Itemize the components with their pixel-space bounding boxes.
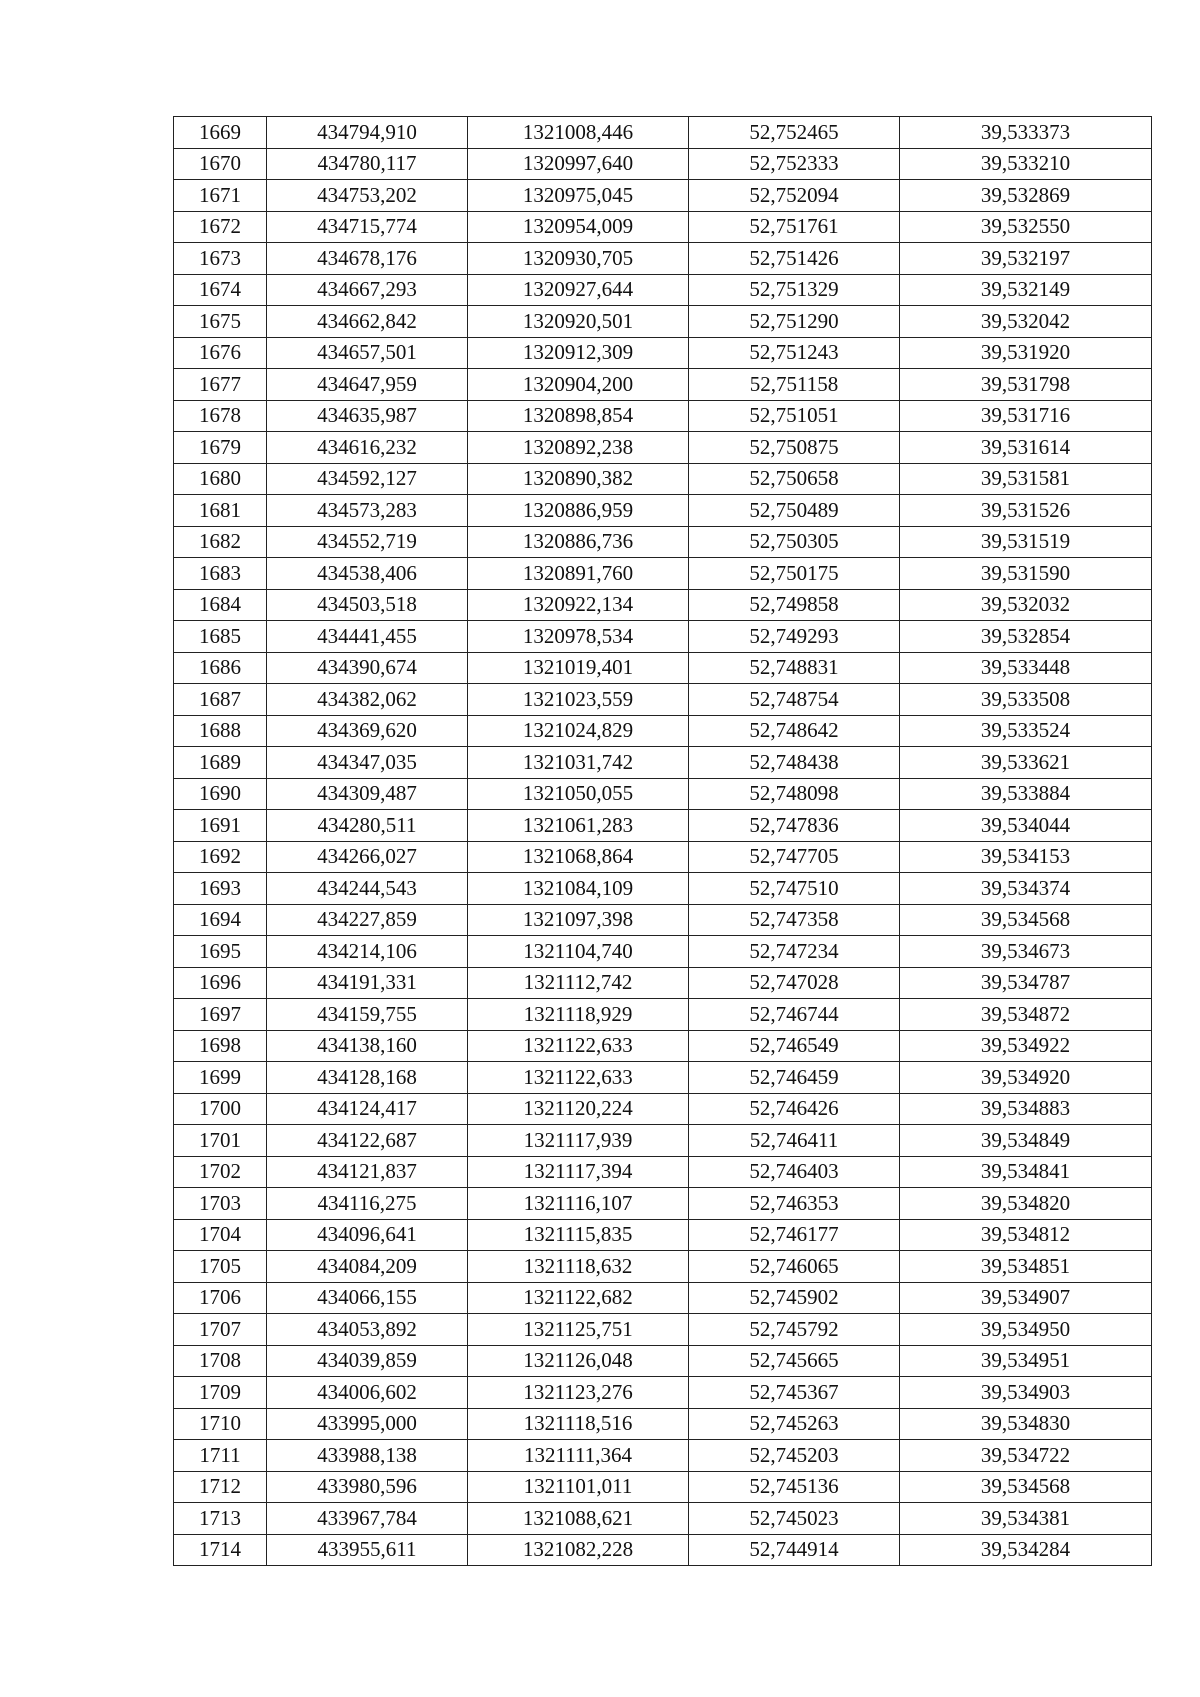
table-row xyxy=(174,1125,1152,1157)
longitude-cell: 39,531581 xyxy=(900,463,1152,495)
table-row xyxy=(174,1440,1152,1472)
x-coordinate-cell: 434244,543 xyxy=(267,873,468,905)
latitude-cell: 52,748754 xyxy=(689,684,900,716)
latitude-cell: 52,745792 xyxy=(689,1314,900,1346)
table-row xyxy=(174,558,1152,590)
table-row xyxy=(174,715,1152,747)
point-number-cell: 1701 xyxy=(174,1125,267,1157)
table-row xyxy=(174,999,1152,1031)
x-coordinate-cell: 434159,755 xyxy=(267,999,468,1031)
longitude-cell: 39,534907 xyxy=(900,1282,1152,1314)
longitude-cell: 39,534284 xyxy=(900,1534,1152,1566)
latitude-cell: 52,747358 xyxy=(689,904,900,936)
y-coordinate-cell: 1321101,011 xyxy=(468,1471,689,1503)
x-coordinate-cell: 434227,859 xyxy=(267,904,468,936)
point-number-cell: 1711 xyxy=(174,1440,267,1472)
x-coordinate-cell: 433955,611 xyxy=(267,1534,468,1566)
y-coordinate-cell: 1321116,107 xyxy=(468,1188,689,1220)
latitude-cell: 52,745902 xyxy=(689,1282,900,1314)
latitude-cell: 52,750305 xyxy=(689,526,900,558)
point-number-cell: 1688 xyxy=(174,715,267,747)
y-coordinate-cell: 1321115,835 xyxy=(468,1219,689,1251)
longitude-cell: 39,534920 xyxy=(900,1062,1152,1094)
table-row xyxy=(174,1345,1152,1377)
point-number-cell: 1699 xyxy=(174,1062,267,1094)
table-row xyxy=(174,1503,1152,1535)
x-coordinate-cell: 434390,674 xyxy=(267,652,468,684)
point-number-cell: 1709 xyxy=(174,1377,267,1409)
longitude-cell: 39,534673 xyxy=(900,936,1152,968)
point-number-cell: 1713 xyxy=(174,1503,267,1535)
latitude-cell: 52,745203 xyxy=(689,1440,900,1472)
coordinates-table xyxy=(173,116,1152,1566)
table-row xyxy=(174,211,1152,243)
x-coordinate-cell: 434266,027 xyxy=(267,841,468,873)
point-number-cell: 1695 xyxy=(174,936,267,968)
table-row xyxy=(174,117,1152,149)
x-coordinate-cell: 434347,035 xyxy=(267,747,468,779)
x-coordinate-cell: 434715,774 xyxy=(267,211,468,243)
longitude-cell: 39,531716 xyxy=(900,400,1152,432)
table-row xyxy=(174,904,1152,936)
table-row xyxy=(174,526,1152,558)
table-row xyxy=(174,1093,1152,1125)
point-number-cell: 1681 xyxy=(174,495,267,527)
longitude-cell: 39,534951 xyxy=(900,1345,1152,1377)
longitude-cell: 39,532032 xyxy=(900,589,1152,621)
x-coordinate-cell: 434657,501 xyxy=(267,337,468,369)
point-number-cell: 1708 xyxy=(174,1345,267,1377)
latitude-cell: 52,745023 xyxy=(689,1503,900,1535)
table-row xyxy=(174,967,1152,999)
y-coordinate-cell: 1320892,238 xyxy=(468,432,689,464)
latitude-cell: 52,750489 xyxy=(689,495,900,527)
latitude-cell: 52,746177 xyxy=(689,1219,900,1251)
point-number-cell: 1689 xyxy=(174,747,267,779)
table-row xyxy=(174,841,1152,873)
x-coordinate-cell: 434635,987 xyxy=(267,400,468,432)
longitude-cell: 39,534872 xyxy=(900,999,1152,1031)
point-number-cell: 1674 xyxy=(174,274,267,306)
table-row xyxy=(174,1062,1152,1094)
longitude-cell: 39,531526 xyxy=(900,495,1152,527)
longitude-cell: 39,533524 xyxy=(900,715,1152,747)
longitude-cell: 39,531798 xyxy=(900,369,1152,401)
y-coordinate-cell: 1321125,751 xyxy=(468,1314,689,1346)
x-coordinate-cell: 434122,687 xyxy=(267,1125,468,1157)
y-coordinate-cell: 1321061,283 xyxy=(468,810,689,842)
y-coordinate-cell: 1321023,559 xyxy=(468,684,689,716)
point-number-cell: 1704 xyxy=(174,1219,267,1251)
y-coordinate-cell: 1321111,364 xyxy=(468,1440,689,1472)
point-number-cell: 1690 xyxy=(174,778,267,810)
table-row xyxy=(174,1156,1152,1188)
y-coordinate-cell: 1321123,276 xyxy=(468,1377,689,1409)
table-row xyxy=(174,873,1152,905)
table-row xyxy=(174,621,1152,653)
point-number-cell: 1697 xyxy=(174,999,267,1031)
x-coordinate-cell: 434128,168 xyxy=(267,1062,468,1094)
longitude-cell: 39,534812 xyxy=(900,1219,1152,1251)
point-number-cell: 1706 xyxy=(174,1282,267,1314)
latitude-cell: 52,751329 xyxy=(689,274,900,306)
y-coordinate-cell: 1321118,929 xyxy=(468,999,689,1031)
point-number-cell: 1678 xyxy=(174,400,267,432)
table-row xyxy=(174,180,1152,212)
y-coordinate-cell: 1320890,382 xyxy=(468,463,689,495)
x-coordinate-cell: 434039,859 xyxy=(267,1345,468,1377)
longitude-cell: 39,534820 xyxy=(900,1188,1152,1220)
latitude-cell: 52,749858 xyxy=(689,589,900,621)
y-coordinate-cell: 1320886,736 xyxy=(468,526,689,558)
point-number-cell: 1705 xyxy=(174,1251,267,1283)
longitude-cell: 39,534849 xyxy=(900,1125,1152,1157)
x-coordinate-cell: 434116,275 xyxy=(267,1188,468,1220)
table-row xyxy=(174,148,1152,180)
x-coordinate-cell: 434084,209 xyxy=(267,1251,468,1283)
latitude-cell: 52,752465 xyxy=(689,117,900,149)
point-number-cell: 1698 xyxy=(174,1030,267,1062)
point-number-cell: 1670 xyxy=(174,148,267,180)
x-coordinate-cell: 434066,155 xyxy=(267,1282,468,1314)
y-coordinate-cell: 1321122,682 xyxy=(468,1282,689,1314)
latitude-cell: 52,750658 xyxy=(689,463,900,495)
point-number-cell: 1707 xyxy=(174,1314,267,1346)
x-coordinate-cell: 434592,127 xyxy=(267,463,468,495)
point-number-cell: 1700 xyxy=(174,1093,267,1125)
point-number-cell: 1686 xyxy=(174,652,267,684)
y-coordinate-cell: 1321122,633 xyxy=(468,1062,689,1094)
y-coordinate-cell: 1320978,534 xyxy=(468,621,689,653)
y-coordinate-cell: 1320922,134 xyxy=(468,589,689,621)
latitude-cell: 52,749293 xyxy=(689,621,900,653)
longitude-cell: 39,533448 xyxy=(900,652,1152,684)
point-number-cell: 1687 xyxy=(174,684,267,716)
table-row xyxy=(174,337,1152,369)
latitude-cell: 52,746426 xyxy=(689,1093,900,1125)
y-coordinate-cell: 1320927,644 xyxy=(468,274,689,306)
longitude-cell: 39,534044 xyxy=(900,810,1152,842)
y-coordinate-cell: 1321084,109 xyxy=(468,873,689,905)
table-row xyxy=(174,1282,1152,1314)
point-number-cell: 1669 xyxy=(174,117,267,149)
x-coordinate-cell: 434214,106 xyxy=(267,936,468,968)
table-row xyxy=(174,1188,1152,1220)
x-coordinate-cell: 433980,596 xyxy=(267,1471,468,1503)
point-number-cell: 1683 xyxy=(174,558,267,590)
x-coordinate-cell: 434753,202 xyxy=(267,180,468,212)
y-coordinate-cell: 1321097,398 xyxy=(468,904,689,936)
point-number-cell: 1679 xyxy=(174,432,267,464)
table-row xyxy=(174,1377,1152,1409)
y-coordinate-cell: 1321117,939 xyxy=(468,1125,689,1157)
table-row xyxy=(174,243,1152,275)
latitude-cell: 52,747028 xyxy=(689,967,900,999)
latitude-cell: 52,748438 xyxy=(689,747,900,779)
point-number-cell: 1710 xyxy=(174,1408,267,1440)
latitude-cell: 52,746403 xyxy=(689,1156,900,1188)
x-coordinate-cell: 434616,232 xyxy=(267,432,468,464)
y-coordinate-cell: 1321118,516 xyxy=(468,1408,689,1440)
latitude-cell: 52,747234 xyxy=(689,936,900,968)
table-row xyxy=(174,778,1152,810)
latitude-cell: 52,746065 xyxy=(689,1251,900,1283)
table-row xyxy=(174,1030,1152,1062)
point-number-cell: 1703 xyxy=(174,1188,267,1220)
point-number-cell: 1677 xyxy=(174,369,267,401)
table-row xyxy=(174,463,1152,495)
latitude-cell: 52,746459 xyxy=(689,1062,900,1094)
y-coordinate-cell: 1321118,632 xyxy=(468,1251,689,1283)
x-coordinate-cell: 434794,910 xyxy=(267,117,468,149)
y-coordinate-cell: 1320975,045 xyxy=(468,180,689,212)
x-coordinate-cell: 434309,487 xyxy=(267,778,468,810)
latitude-cell: 52,752094 xyxy=(689,180,900,212)
point-number-cell: 1671 xyxy=(174,180,267,212)
latitude-cell: 52,747836 xyxy=(689,810,900,842)
latitude-cell: 52,751761 xyxy=(689,211,900,243)
y-coordinate-cell: 1320920,501 xyxy=(468,306,689,338)
table-row xyxy=(174,747,1152,779)
longitude-cell: 39,531590 xyxy=(900,558,1152,590)
y-coordinate-cell: 1321019,401 xyxy=(468,652,689,684)
longitude-cell: 39,534841 xyxy=(900,1156,1152,1188)
longitude-cell: 39,532854 xyxy=(900,621,1152,653)
longitude-cell: 39,534830 xyxy=(900,1408,1152,1440)
longitude-cell: 39,532149 xyxy=(900,274,1152,306)
point-number-cell: 1680 xyxy=(174,463,267,495)
x-coordinate-cell: 434369,620 xyxy=(267,715,468,747)
longitude-cell: 39,533621 xyxy=(900,747,1152,779)
point-number-cell: 1702 xyxy=(174,1156,267,1188)
longitude-cell: 39,534883 xyxy=(900,1093,1152,1125)
table-row xyxy=(174,652,1152,684)
latitude-cell: 52,746353 xyxy=(689,1188,900,1220)
y-coordinate-cell: 1321088,621 xyxy=(468,1503,689,1535)
x-coordinate-cell: 434124,417 xyxy=(267,1093,468,1125)
x-coordinate-cell: 434662,842 xyxy=(267,306,468,338)
latitude-cell: 52,751158 xyxy=(689,369,900,401)
y-coordinate-cell: 1321112,742 xyxy=(468,967,689,999)
y-coordinate-cell: 1321082,228 xyxy=(468,1534,689,1566)
point-number-cell: 1672 xyxy=(174,211,267,243)
latitude-cell: 52,745136 xyxy=(689,1471,900,1503)
longitude-cell: 39,532550 xyxy=(900,211,1152,243)
x-coordinate-cell: 434552,719 xyxy=(267,526,468,558)
point-number-cell: 1685 xyxy=(174,621,267,653)
latitude-cell: 52,752333 xyxy=(689,148,900,180)
y-coordinate-cell: 1320891,760 xyxy=(468,558,689,590)
x-coordinate-cell: 434138,160 xyxy=(267,1030,468,1062)
x-coordinate-cell: 434647,959 xyxy=(267,369,468,401)
x-coordinate-cell: 433967,784 xyxy=(267,1503,468,1535)
longitude-cell: 39,531519 xyxy=(900,526,1152,558)
x-coordinate-cell: 434503,518 xyxy=(267,589,468,621)
y-coordinate-cell: 1321068,864 xyxy=(468,841,689,873)
latitude-cell: 52,751290 xyxy=(689,306,900,338)
longitude-cell: 39,534922 xyxy=(900,1030,1152,1062)
y-coordinate-cell: 1320904,200 xyxy=(468,369,689,401)
y-coordinate-cell: 1321120,224 xyxy=(468,1093,689,1125)
y-coordinate-cell: 1320886,959 xyxy=(468,495,689,527)
point-number-cell: 1692 xyxy=(174,841,267,873)
y-coordinate-cell: 1320898,854 xyxy=(468,400,689,432)
y-coordinate-cell: 1321122,633 xyxy=(468,1030,689,1062)
table-row xyxy=(174,936,1152,968)
longitude-cell: 39,534851 xyxy=(900,1251,1152,1283)
table-row xyxy=(174,400,1152,432)
table-row xyxy=(174,1471,1152,1503)
point-number-cell: 1691 xyxy=(174,810,267,842)
longitude-cell: 39,534722 xyxy=(900,1440,1152,1472)
x-coordinate-cell: 434678,176 xyxy=(267,243,468,275)
latitude-cell: 52,748642 xyxy=(689,715,900,747)
longitude-cell: 39,532869 xyxy=(900,180,1152,212)
longitude-cell: 39,534568 xyxy=(900,1471,1152,1503)
latitude-cell: 52,745665 xyxy=(689,1345,900,1377)
longitude-cell: 39,533373 xyxy=(900,117,1152,149)
table-row xyxy=(174,306,1152,338)
x-coordinate-cell: 434121,837 xyxy=(267,1156,468,1188)
table-row xyxy=(174,1534,1152,1566)
x-coordinate-cell: 434006,602 xyxy=(267,1377,468,1409)
latitude-cell: 52,744914 xyxy=(689,1534,900,1566)
y-coordinate-cell: 1321050,055 xyxy=(468,778,689,810)
table-row xyxy=(174,1219,1152,1251)
longitude-cell: 39,534374 xyxy=(900,873,1152,905)
longitude-cell: 39,531614 xyxy=(900,432,1152,464)
x-coordinate-cell: 434573,283 xyxy=(267,495,468,527)
x-coordinate-cell: 434280,511 xyxy=(267,810,468,842)
y-coordinate-cell: 1321104,740 xyxy=(468,936,689,968)
longitude-cell: 39,533508 xyxy=(900,684,1152,716)
longitude-cell: 39,534381 xyxy=(900,1503,1152,1535)
table-row xyxy=(174,1408,1152,1440)
point-number-cell: 1684 xyxy=(174,589,267,621)
latitude-cell: 52,745367 xyxy=(689,1377,900,1409)
latitude-cell: 52,746744 xyxy=(689,999,900,1031)
longitude-cell: 39,533884 xyxy=(900,778,1152,810)
point-number-cell: 1675 xyxy=(174,306,267,338)
longitude-cell: 39,531920 xyxy=(900,337,1152,369)
point-number-cell: 1696 xyxy=(174,967,267,999)
x-coordinate-cell: 433988,138 xyxy=(267,1440,468,1472)
y-coordinate-cell: 1321117,394 xyxy=(468,1156,689,1188)
latitude-cell: 52,751051 xyxy=(689,400,900,432)
longitude-cell: 39,533210 xyxy=(900,148,1152,180)
x-coordinate-cell: 433995,000 xyxy=(267,1408,468,1440)
coordinates-table-body xyxy=(174,117,1152,1566)
x-coordinate-cell: 434667,293 xyxy=(267,274,468,306)
latitude-cell: 52,746549 xyxy=(689,1030,900,1062)
longitude-cell: 39,534787 xyxy=(900,967,1152,999)
y-coordinate-cell: 1321008,446 xyxy=(468,117,689,149)
y-coordinate-cell: 1320930,705 xyxy=(468,243,689,275)
point-number-cell: 1712 xyxy=(174,1471,267,1503)
point-number-cell: 1673 xyxy=(174,243,267,275)
latitude-cell: 52,745263 xyxy=(689,1408,900,1440)
latitude-cell: 52,750175 xyxy=(689,558,900,590)
latitude-cell: 52,751243 xyxy=(689,337,900,369)
point-number-cell: 1693 xyxy=(174,873,267,905)
x-coordinate-cell: 434096,641 xyxy=(267,1219,468,1251)
table-row xyxy=(174,1314,1152,1346)
longitude-cell: 39,534950 xyxy=(900,1314,1152,1346)
latitude-cell: 52,746411 xyxy=(689,1125,900,1157)
latitude-cell: 52,750875 xyxy=(689,432,900,464)
latitude-cell: 52,747510 xyxy=(689,873,900,905)
x-coordinate-cell: 434538,406 xyxy=(267,558,468,590)
table-row xyxy=(174,432,1152,464)
longitude-cell: 39,534903 xyxy=(900,1377,1152,1409)
y-coordinate-cell: 1321031,742 xyxy=(468,747,689,779)
x-coordinate-cell: 434053,892 xyxy=(267,1314,468,1346)
table-row xyxy=(174,369,1152,401)
y-coordinate-cell: 1320912,309 xyxy=(468,337,689,369)
x-coordinate-cell: 434780,117 xyxy=(267,148,468,180)
y-coordinate-cell: 1321024,829 xyxy=(468,715,689,747)
latitude-cell: 52,748831 xyxy=(689,652,900,684)
y-coordinate-cell: 1320997,640 xyxy=(468,148,689,180)
point-number-cell: 1694 xyxy=(174,904,267,936)
longitude-cell: 39,534568 xyxy=(900,904,1152,936)
table-row xyxy=(174,684,1152,716)
y-coordinate-cell: 1321126,048 xyxy=(468,1345,689,1377)
latitude-cell: 52,747705 xyxy=(689,841,900,873)
longitude-cell: 39,534153 xyxy=(900,841,1152,873)
longitude-cell: 39,532042 xyxy=(900,306,1152,338)
y-coordinate-cell: 1320954,009 xyxy=(468,211,689,243)
point-number-cell: 1714 xyxy=(174,1534,267,1566)
table-row xyxy=(174,589,1152,621)
point-number-cell: 1682 xyxy=(174,526,267,558)
longitude-cell: 39,532197 xyxy=(900,243,1152,275)
table-row xyxy=(174,810,1152,842)
point-number-cell: 1676 xyxy=(174,337,267,369)
latitude-cell: 52,748098 xyxy=(689,778,900,810)
latitude-cell: 52,751426 xyxy=(689,243,900,275)
table-row xyxy=(174,495,1152,527)
x-coordinate-cell: 434191,331 xyxy=(267,967,468,999)
x-coordinate-cell: 434382,062 xyxy=(267,684,468,716)
table-row xyxy=(174,1251,1152,1283)
x-coordinate-cell: 434441,455 xyxy=(267,621,468,653)
table-row xyxy=(174,274,1152,306)
